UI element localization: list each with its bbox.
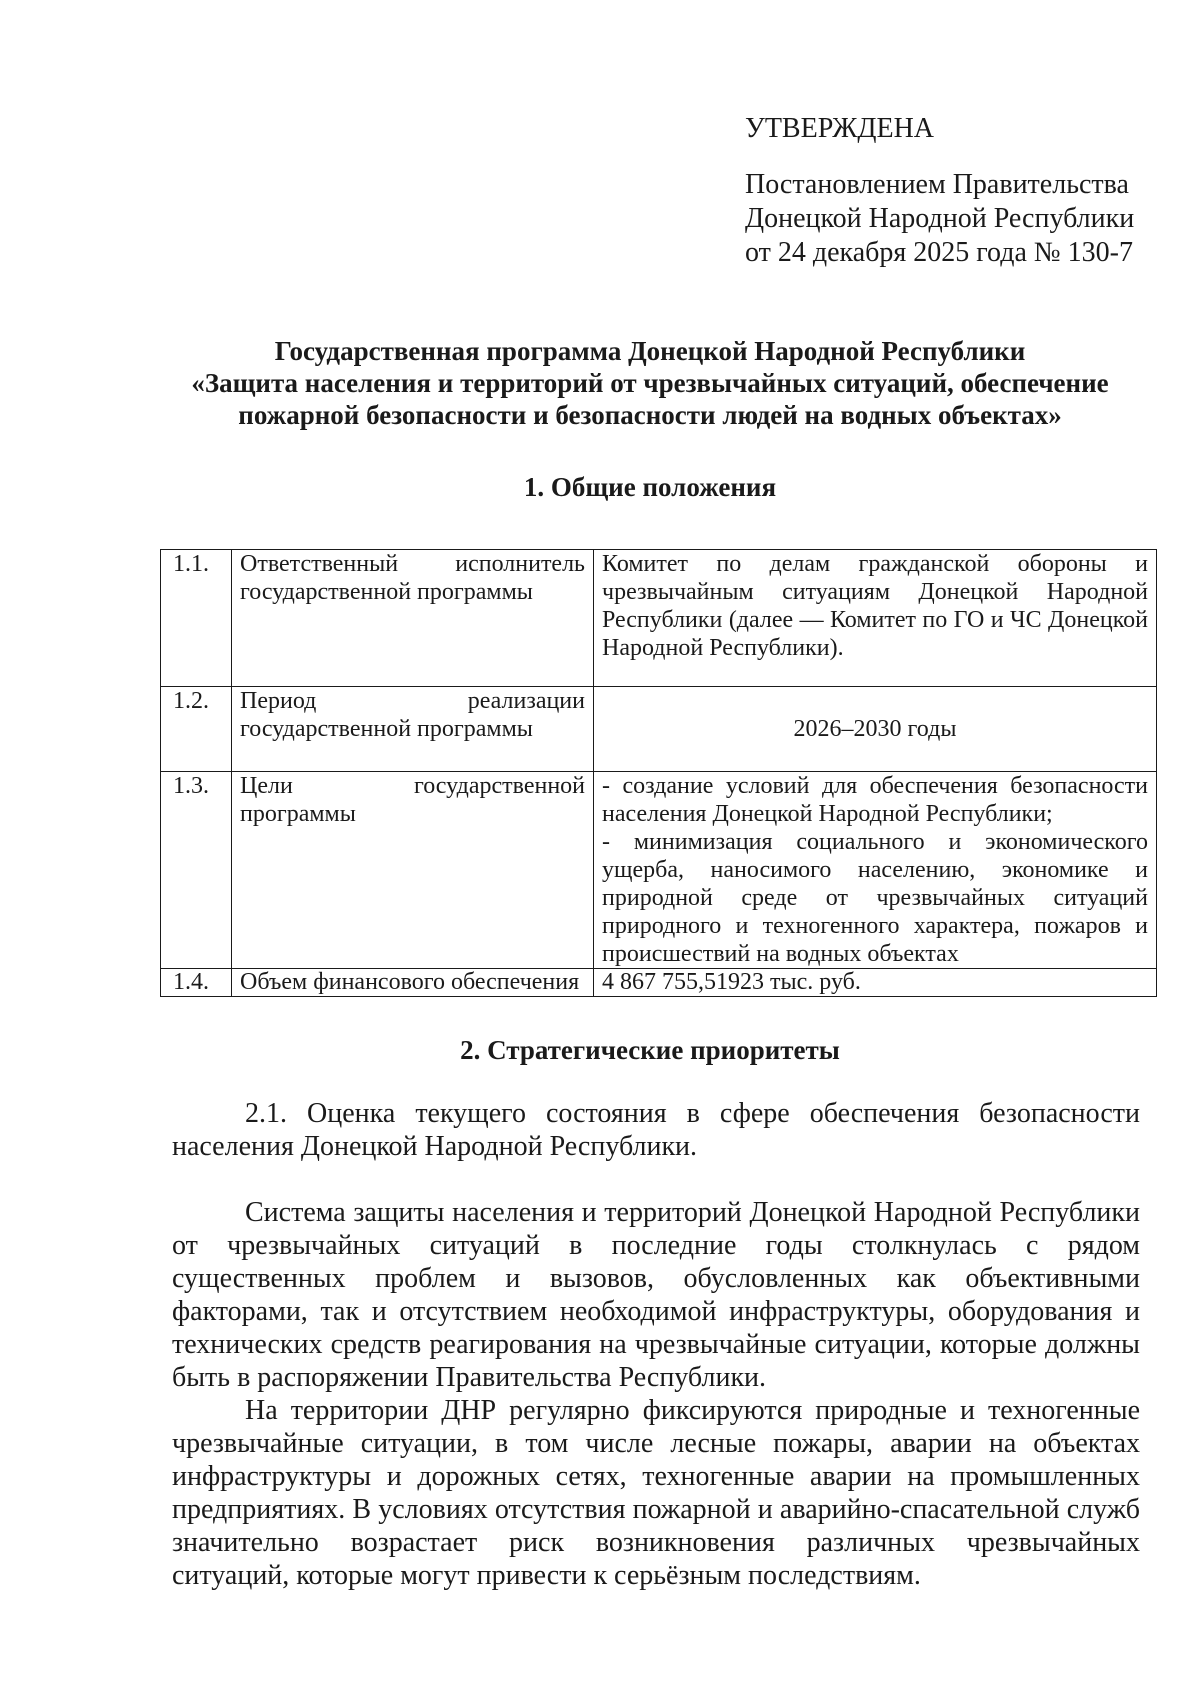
row-number: 1.3. — [161, 772, 232, 969]
approval-line: от 24 декабря 2025 года № 130-7 — [745, 237, 1133, 268]
paragraph: 2.1. Оценка текущего состояния в сфере обеспечения безопасности населения Донецкой Народной Республики. — [172, 1098, 1140, 1162]
row-label: Цели государственной программы — [232, 772, 594, 969]
paragraph: Система защиты населения и территорий Донецкой Народной Республики от чрезвычайных ситуаций в последние годы столкнулась с рядом существенных проблем и вызовов, обусловленных как объективными факторами, так и отсутствием необходимой инфраструктуры, оборудования и технических средств реагирования на чрезвычайные ситуации, которые должны быть в распоряжении Правительства Республики. — [172, 1197, 1140, 1393]
goal-item: - создание условий для обеспечения безопасности населения Донецкой Народной Республики; — [602, 773, 1148, 827]
approval-line: Постановлением Правительства — [745, 169, 1129, 200]
row-number: 1.1. — [161, 550, 232, 687]
row-value — [594, 772, 1157, 969]
approval-line: Донецкой Народной Республики — [745, 203, 1135, 234]
body-text — [172, 1196, 1140, 1592]
row-value: 4 867 755,51923 тыс. руб. — [594, 969, 1157, 997]
program-title-line: «Защита населения и территорий от чрезвычайных ситуаций, обеспечение — [191, 368, 1109, 398]
section-heading: 2. Стратегические приоритеты — [460, 1035, 840, 1065]
row-value: 2026–2030 годы — [594, 687, 1157, 772]
table-row — [161, 969, 1157, 997]
approval-block — [745, 112, 1165, 270]
section-heading: 1. Общие положения — [523, 472, 777, 502]
row-label: Объем финансового обеспечения — [232, 969, 594, 997]
program-title-line: пожарной безопасности и безопасности людей на водных объектах» — [238, 400, 1062, 430]
table-row — [161, 550, 1157, 687]
goal-item: - минимизация социального и экономического ущерба, наносимого населению, экономике и природной среде от чрезвычайных ситуаций природного и техногенного характера, пожаров и происшествий на водных объектах — [602, 829, 1148, 967]
table-row — [161, 772, 1157, 969]
general-provisions-table — [160, 549, 1157, 997]
row-number: 1.2. — [161, 687, 232, 772]
approval-stamp: УТВЕРЖДЕНА — [745, 113, 935, 144]
row-number: 1.4. — [161, 969, 232, 997]
subsection-heading — [172, 1097, 1140, 1163]
program-title-line: Государственная программа Донецкой Народной Республики — [274, 336, 1026, 366]
row-value: Комитет по делам гражданской обороны и чрезвычайным ситуациям Донецкой Народной Республики (далее — Комитет по ГО и ЧС Донецкой Народной Республики). — [594, 550, 1157, 687]
paragraph: На территории ДНР регулярно фиксируются природные и техногенные чрезвычайные ситуации, в том числе лесные пожары, аварии на объектах инфраструктуры и дорожных сетях, техногенные аварии на промышленных предприятиях. В условиях отсутствия пожарной и аварийно-спасательной служб значительно возрастает риск возникновения различных чрезвычайных ситуаций, которые могут привести к серьёзным последствиям. — [172, 1395, 1140, 1591]
row-label: Период реализации государственной программы — [232, 687, 594, 772]
table-row — [161, 687, 1157, 772]
row-label: Ответственный исполнитель государственной программы — [232, 550, 594, 687]
program-title — [150, 335, 1150, 431]
